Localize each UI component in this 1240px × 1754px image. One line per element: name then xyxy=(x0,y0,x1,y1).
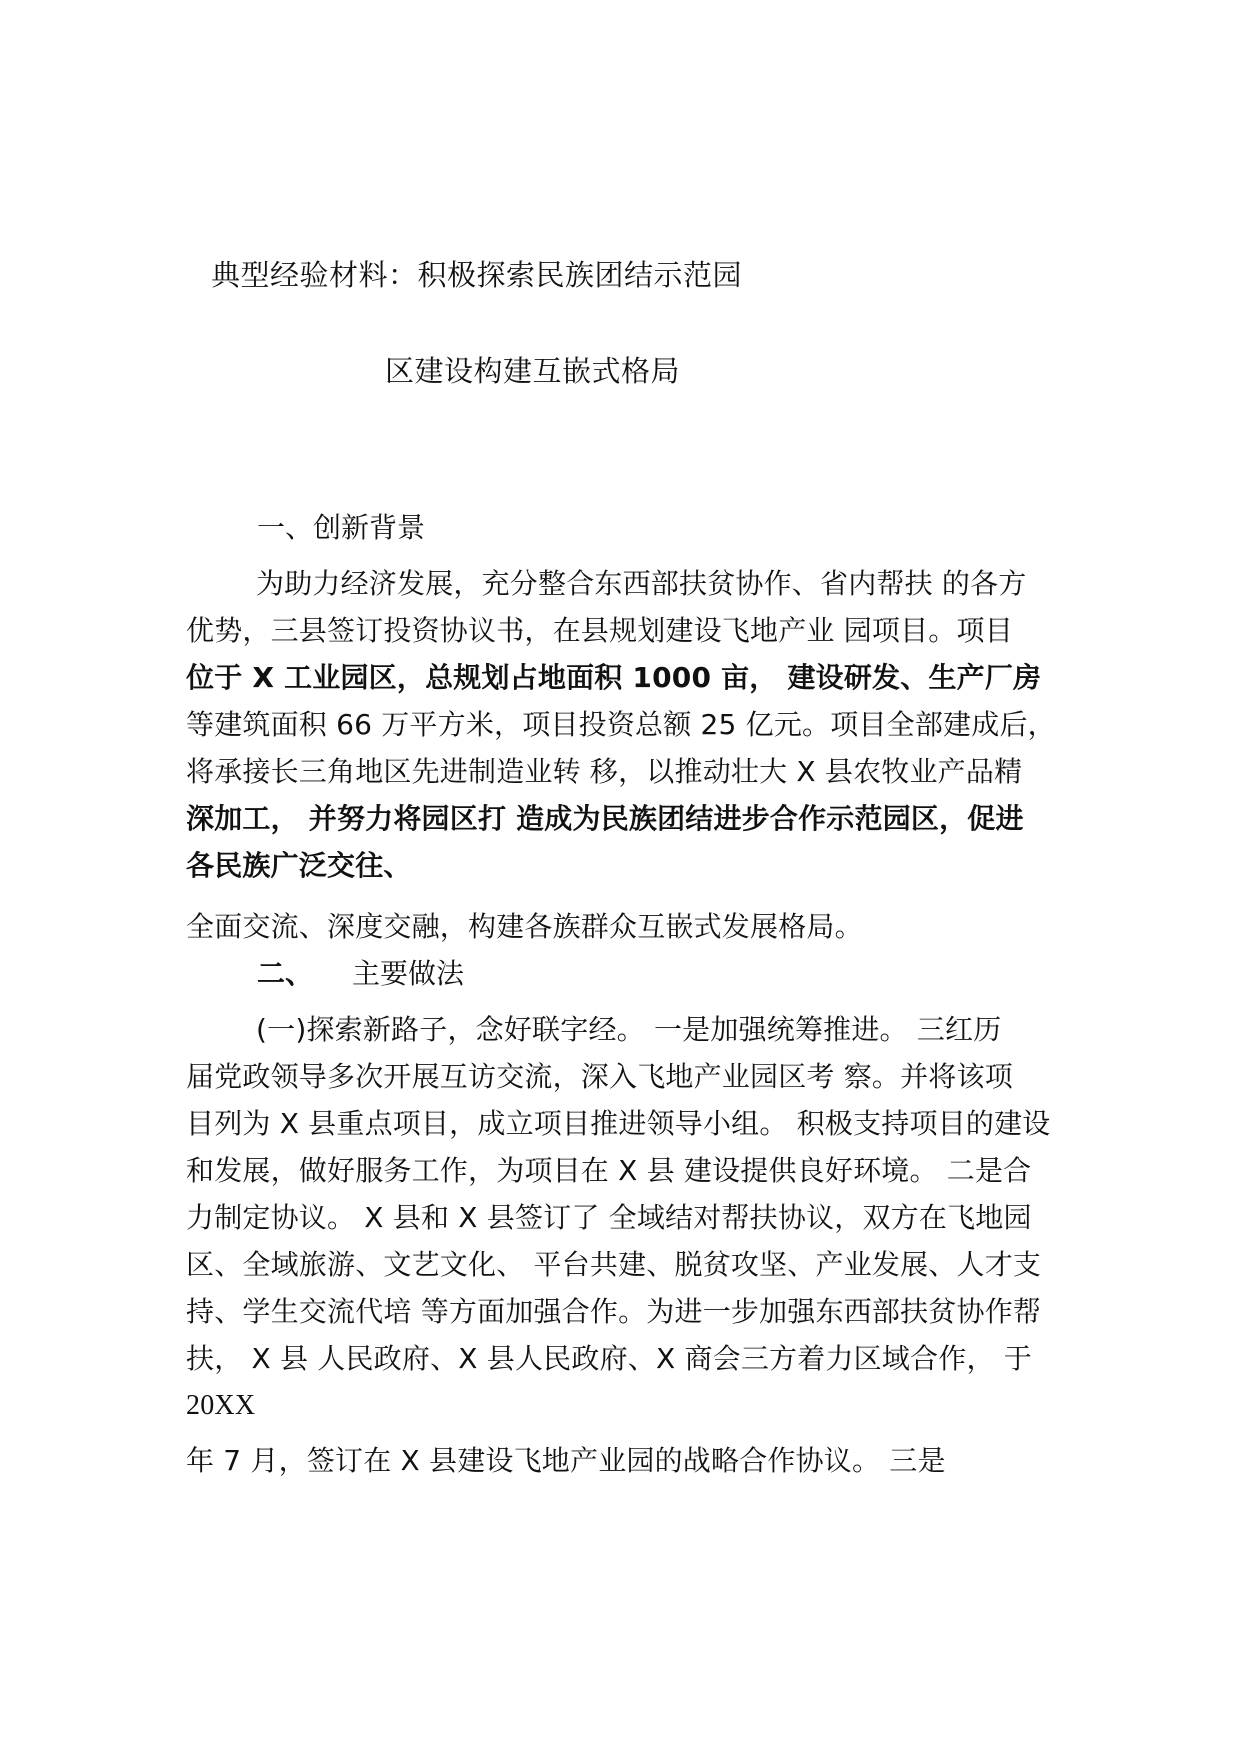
paragraph-line: 全面交流、深度交融，构建各族群众互嵌式发展格局。 xyxy=(186,910,863,943)
paragraph-line: 扶， X 县 人民政府、X 县人民政府、X 商会三方着力区域合作， 于 xyxy=(186,1342,1032,1375)
paragraph-line: 优势，三县签订投资协议书，在县规划建设飞地产业 园项目。项目 xyxy=(186,614,1013,647)
paragraph-line: (一)探索新路子，念好联字经。 一是加强统筹推进。 三红历 xyxy=(256,1013,1002,1046)
paragraph-line: 为助力经济发展，充分整合东西部扶贫协作、省内帮扶 的各方 xyxy=(256,567,1027,600)
paragraph-line: 等建筑面积 66 万平方米，项目投资总额 25 亿元。项目全部建成后， xyxy=(186,708,1056,741)
section-1-heading: 一、创新背景 xyxy=(257,511,426,544)
paragraph-line: 将承接长三角地区先进制造业转 移，以推动壮大 X 县农牧业产品精 xyxy=(186,755,1023,788)
section-1-paragraph xyxy=(186,560,1066,889)
paragraph-line: 深加工， 并努力将园区打 造成为民族团结进步合作示范园区，促进 xyxy=(186,802,1024,835)
paragraph-line: 持、学生交流代培 等方面加强合作。为进一步加强东西部扶贫协作帮 xyxy=(186,1295,1042,1328)
paragraph-line: 力制定协议。 X 县和 X 县签订了 全域结对帮扶协议，双方在飞地园 xyxy=(186,1201,1032,1234)
section-2-heading-number: 二、 xyxy=(257,957,314,990)
paragraph-line: 届党政领导多次开展互访交流，深入飞地产业园区考 察。并将该项 xyxy=(186,1060,1013,1093)
paragraph-line: 20XX xyxy=(186,1390,256,1421)
section-2-paragraph xyxy=(186,1006,1066,1429)
paragraph-line: 区、全域旅游、文艺文化、 平台共建、脱贫攻坚、产业发展、人才支 xyxy=(186,1248,1042,1281)
paragraph-line: 和发展，做好服务工作，为项目在 X 县 建设提供良好环境。 二是合 xyxy=(186,1154,1032,1187)
section-2-heading xyxy=(257,954,464,994)
section-2-heading-text: 主要做法 xyxy=(352,957,465,990)
section-1-paragraph-tail xyxy=(186,903,1066,950)
paragraph-line: 目列为 X 县重点项目，成立项目推进领导小组。 积极支持项目的建设 xyxy=(186,1107,1051,1140)
document-title-line-1: 典型经验材料：积极探索民族团结示范园 xyxy=(211,258,743,292)
paragraph-line: 位于 X 工业园区，总规划占地面积 1000 亩， 建设研发、生产厂房 xyxy=(186,661,1042,694)
paragraph-line: 各民族广泛交往、 xyxy=(186,849,412,882)
section-2-paragraph-tail xyxy=(186,1437,1066,1484)
document-title-line-2: 区建设构建互嵌式格局 xyxy=(385,354,681,388)
paragraph-line: 年 7 月，签订在 X 县建设飞地产业园的战略合作协议。 三是 xyxy=(186,1444,946,1477)
